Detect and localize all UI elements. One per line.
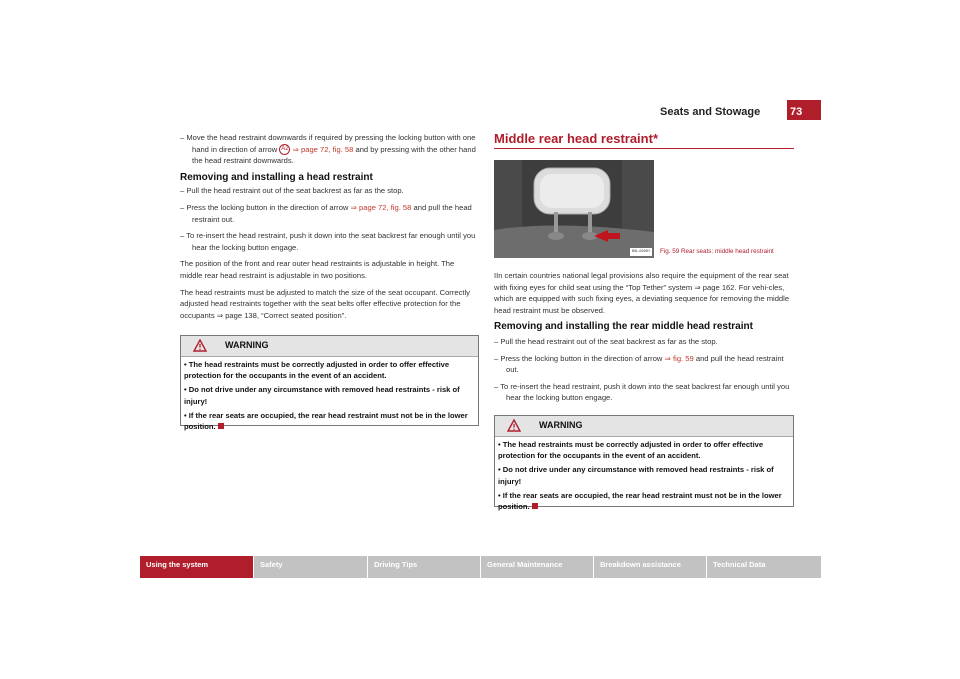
warning-triangle-icon (193, 339, 207, 352)
warning-item: • If the rear seats are occupied, the rear head restraint must not be in the lower position. (184, 410, 468, 432)
step-pull-out: – Pull the head restraint out of the seat backrest as far as the stop. (180, 186, 404, 196)
image-code: B5L-0049H (632, 249, 650, 253)
warning-triangle-icon (507, 419, 521, 432)
warning-item: • The head restraints must be correctly adjusted in order to offer effective protection for the occupants in the event of an accident. (498, 440, 764, 461)
end-of-section-icon (218, 423, 224, 429)
step-reinsert: – To re-insert the head restraint, push it down into the seat backrest far enough until you hear the locking button engage. (180, 231, 476, 252)
section-heading-rear-middle: Removing and installing the rear middle head restraint (494, 321, 753, 333)
warning-item: • The head restraints must be correctly adjusted in order to offer effective protection for the occupants in the event of an accident. (184, 360, 450, 381)
tab-using-the-system[interactable]: Using the system (140, 556, 253, 578)
tab-breakdown-assistance[interactable]: Breakdown assistance (594, 556, 706, 578)
tab-driving-tips[interactable]: Driving Tips (368, 556, 480, 578)
end-of-section-icon (532, 503, 538, 509)
step-pull-out: – Pull the head restraint out of the seat backrest as far as the stop. (494, 336, 718, 346)
adjust-paragraph: The position of the front and rear outer head restraints is adjustable in height. The middle rear head restraint is adjustable in two positions. (180, 259, 455, 280)
tab-safety[interactable]: Safety (254, 556, 367, 578)
intro-step: – Move the head restraint downwards if required by pressing the locking button with one hand in direction of arrow A2 ⇒ page 72, fig. 58 and by pressing with the other hand the head restraint downwards. (180, 133, 476, 166)
section-title: Middle rear head restraint* (494, 131, 658, 146)
fig58-link[interactable]: ⇒ page 72, fig. 58 (292, 144, 354, 154)
step-press-locking: – Press the locking button in the direction of arrow ⇒ page 72, fig. 58 and pull the head restraint out. (180, 202, 472, 224)
section-heading-remove-install: Removing and installing a head restraint (180, 171, 373, 183)
tab-general-maintenance[interactable]: General Maintenance (481, 556, 593, 578)
figure-middle-head-restraint (494, 160, 654, 258)
step-press-locking: – Press the locking button in the direction of arrow ⇒ fig. 59 and pull the head restraint out. (494, 353, 784, 375)
warning-box-right (494, 415, 794, 512)
warning-box-left (180, 335, 479, 432)
fig58-link-2[interactable]: ⇒ page 72, fig. 58 (350, 202, 412, 212)
figure-caption: Fig. 59 Rear seats: middle head restraint (660, 248, 774, 255)
warning-item: • Do not drive under any circumstance with removed head restraints - risk of injury! (184, 385, 460, 406)
top-tether-paragraph: IIn certain countries national legal provisions also require the equipment of the rear seat with fixing eyes for child seat using the “Top Tether” system ⇒ page 162. For vehi-cles, which are equipped with such fixing eyes, a deviating sequence for removing the middle head restraint must be observed. (494, 271, 790, 315)
arrow-a2-badge: A2 (279, 144, 290, 155)
warning-item: • Do not drive under any circumstance with removed head restraints - risk of injury! (498, 465, 774, 486)
tab-technical-data[interactable]: Technical Data (707, 556, 821, 578)
left-column (180, 132, 478, 321)
warning-item: • If the rear seats are occupied, the rear head restraint must not be in the lower position. (498, 490, 782, 512)
protection-paragraph: The head restraints must be adjusted to match the size of the seat occupant. Correctly adjusted head restraints together with the seat belts offer effective protection for the occupants ⇒ page 138, “Correct seated position”. (180, 287, 470, 320)
step-reinsert: – To re-insert the head restraint, push it down into the seat backrest far enough until you hear the locking button engage. (494, 381, 790, 403)
title-rule (494, 148, 794, 149)
right-column (494, 270, 794, 409)
page-number: 73 (787, 100, 821, 120)
chapter-title: Seats and Stowage (660, 106, 761, 118)
warning-title: WARNING (539, 420, 583, 430)
fig59-link[interactable]: ⇒ fig. 59 (664, 353, 694, 363)
warning-title: WARNING (225, 340, 269, 350)
seat-illustration (494, 160, 654, 258)
